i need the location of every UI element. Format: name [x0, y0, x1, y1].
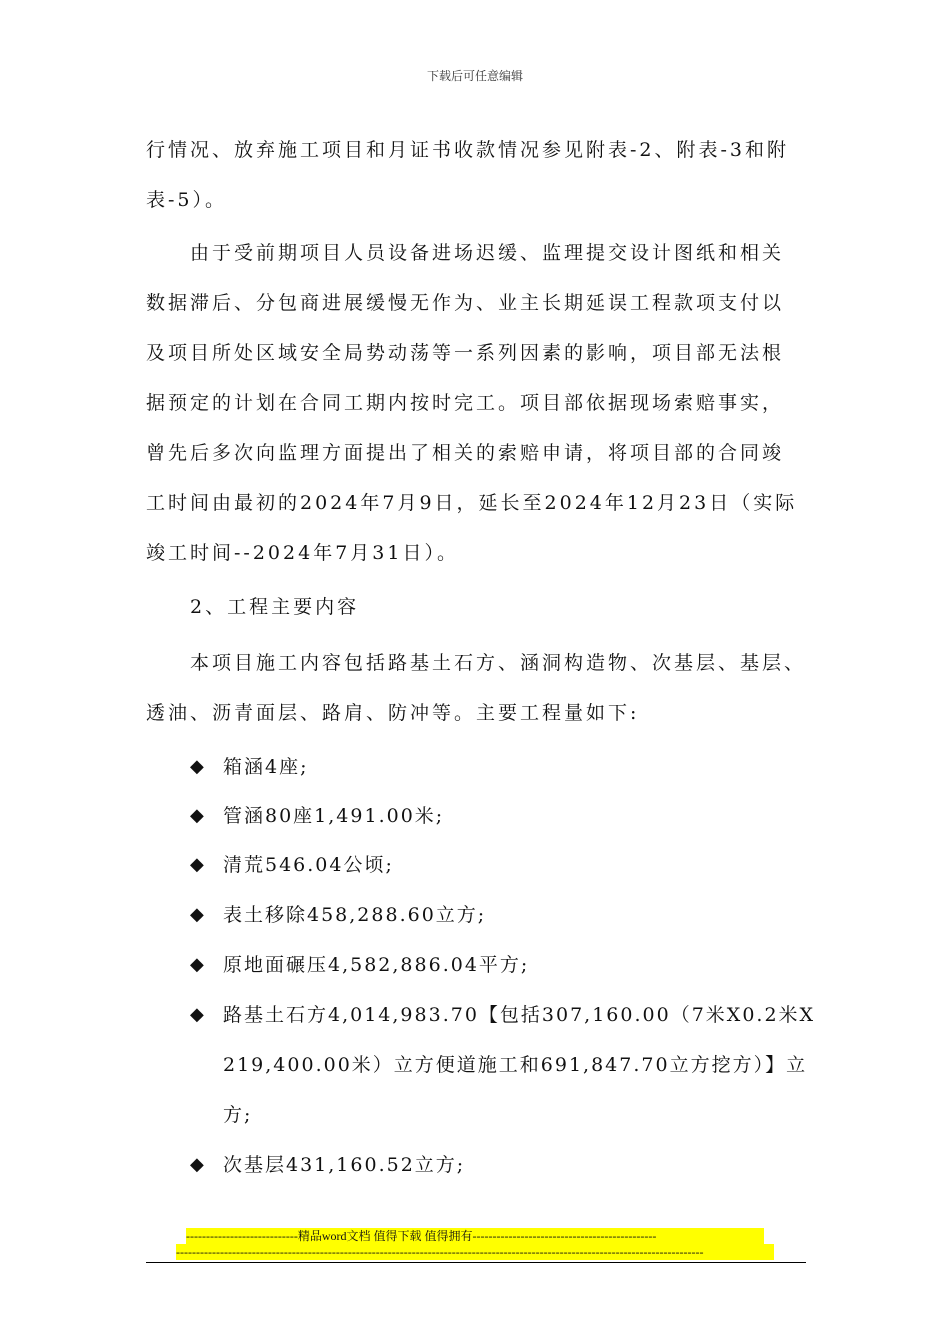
paragraph-line: 工时间由最初的2024年7月9日，延长至2024年12月23日（实际: [146, 492, 798, 514]
bullet-item: 管涵80座1,491.00米;: [223, 805, 445, 827]
paragraph-line: 本项目施工内容包括路基土石方、涵洞构造物、次基层、基层、: [190, 652, 807, 674]
diamond-bullet-icon: ◆: [190, 954, 204, 975]
bullet-item: 表土移除458,288.60立方;: [223, 904, 487, 926]
bullet-item: 原地面碾压4,582,886.04平方;: [223, 954, 530, 976]
paragraph-line: 数据滞后、分包商进展缓慢无作为、业主长期延误工程款项支付以: [146, 292, 785, 314]
paragraph-line: 竣工时间--2024年7月31日）。: [146, 542, 459, 564]
paragraph-line: 曾先后多次向监理方面提出了相关的索赔申请，将项目部的合同竣: [146, 442, 785, 464]
footer-watermark-line: ----------------------------精品word文档 值得下载 值得拥有----------------------------------------------: [186, 1228, 764, 1244]
bullet-item: 次基层431,160.52立方;: [223, 1154, 466, 1176]
diamond-bullet-icon: ◆: [190, 904, 204, 925]
diamond-bullet-icon: ◆: [190, 756, 204, 777]
footer-divider: [146, 1262, 806, 1263]
paragraph-line: 据预定的计划在合同工期内按时完工。项目部依据现场索赔事实，: [146, 392, 785, 414]
bullet-item: 清荒546.04公顷;: [223, 854, 394, 876]
diamond-bullet-icon: ◆: [190, 1154, 204, 1175]
page-header: 下载后可任意编辑: [426, 69, 523, 83]
paragraph-line: 透油、沥青面层、路肩、防冲等。主要工程量如下:: [146, 702, 640, 724]
paragraph-line: 表-5）。: [146, 189, 228, 211]
section-heading-text: 2、工程主要内容: [190, 596, 360, 618]
bullet-item: 路基土石方4,014,983.70【包括307,160.00（7米X0.2米X: [223, 1004, 816, 1026]
paragraph-line: 及项目所处区域安全局势动荡等一系列因素的影响，项目部无法根: [146, 342, 785, 364]
diamond-bullet-icon: ◆: [190, 805, 204, 826]
paragraph-line: 行情况、放弃施工项目和月证书收款情况参见附表-2、附表-3和附: [146, 139, 790, 161]
bullet-item-continuation: 方;: [223, 1104, 253, 1126]
diamond-bullet-icon: ◆: [190, 1004, 204, 1025]
bullet-item-continuation: 219,400.00米）立方便道施工和691,847.70立方挖方）】立: [223, 1054, 808, 1076]
paragraph-line: 由于受前期项目人员设备进场迟缓、监理提交设计图纸和相关: [190, 242, 785, 264]
bullet-item: 箱涵4座;: [223, 756, 309, 778]
diamond-bullet-icon: ◆: [190, 854, 204, 875]
footer-dash-line: ------------------------------------------------------------------------------------------------------------------------------------: [176, 1244, 774, 1260]
